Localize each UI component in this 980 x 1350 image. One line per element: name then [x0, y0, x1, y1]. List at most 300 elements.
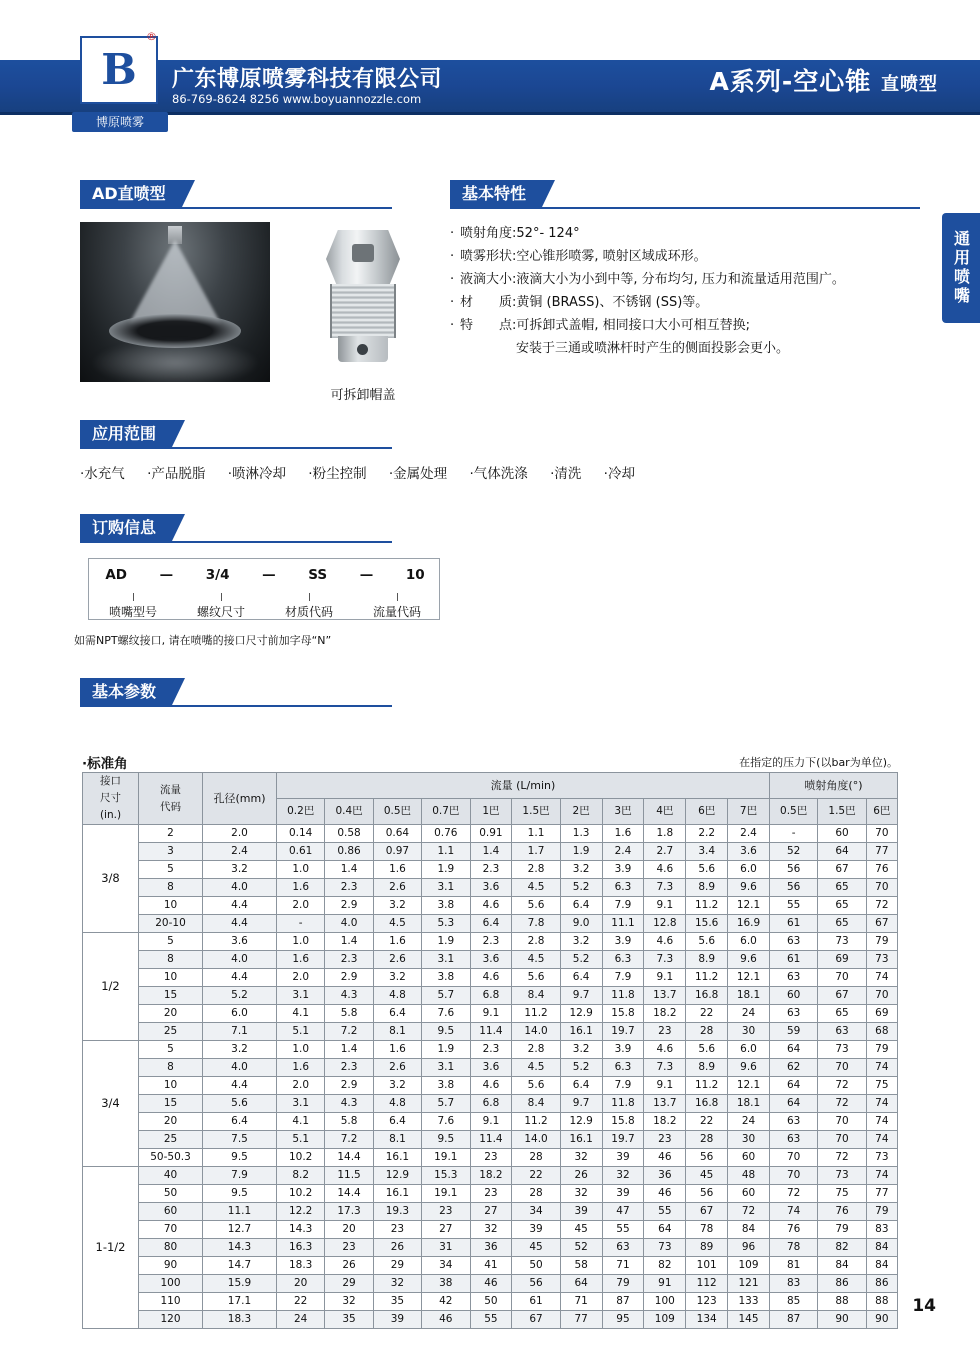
section-order-rule: [80, 541, 392, 543]
cell-flow-code: 10: [139, 1077, 203, 1095]
cell-flow-value: 16.1: [373, 1149, 421, 1167]
section-product-title: AD直喷型: [80, 180, 182, 207]
photo-caption: 可拆卸帽盖: [330, 388, 396, 403]
cell-flow-value: 7.9: [602, 969, 644, 987]
table-row: [83, 1131, 898, 1149]
cell-flow-value: 87: [602, 1293, 644, 1311]
cell-angle-value: 87: [769, 1311, 817, 1329]
photo-spray-cone: [129, 240, 221, 324]
cell-flow-value: 95: [602, 1311, 644, 1329]
cell-flow-value: 4.3: [325, 987, 373, 1005]
nozzle-hex-opening: [352, 244, 374, 262]
cell-angle-value: 60: [769, 987, 817, 1005]
spec-table-head: [83, 773, 898, 825]
cell-flow-code: 120: [139, 1311, 203, 1329]
cell-flow-value: 4.1: [277, 1005, 325, 1023]
feature-text: 黄铜 (BRASS)、不锈钢 (SS)等。: [516, 295, 709, 310]
cell-flow-value: 9.7: [560, 987, 602, 1005]
section-params-title: 基本参数: [80, 678, 172, 705]
table-row: [83, 1149, 898, 1167]
cell-flow-code: 3: [139, 843, 203, 861]
bullet-icon: ·: [450, 318, 455, 333]
section-application: [80, 420, 392, 447]
col-header-size-l2: 尺寸: [100, 792, 121, 804]
order-code-row: [89, 567, 441, 583]
cell-flow-value: 10.2: [277, 1185, 325, 1203]
cell-flow-value: 50: [470, 1293, 512, 1311]
col-header-pressure: 0.4巴: [325, 799, 373, 825]
table-row: [83, 1257, 898, 1275]
cell-flow-value: 71: [560, 1293, 602, 1311]
table-subtitle: ·标准角: [82, 756, 128, 772]
cell-flow-value: 1.9: [422, 1041, 470, 1059]
cell-bore: 4.4: [203, 969, 277, 987]
application-item: ·水充气: [80, 466, 125, 482]
cell-bore: 3.2: [203, 1041, 277, 1059]
cell-flow-value: 46: [422, 1311, 470, 1329]
cell-flow-value: 100: [644, 1293, 686, 1311]
col-header-flow: 流量 (L/min): [277, 773, 770, 799]
cell-flow-value: 11.2: [686, 969, 728, 987]
cell-bore: 4.4: [203, 915, 277, 933]
cell-flow-value: 6.0: [728, 933, 770, 951]
section-params: [80, 678, 392, 705]
cell-flow-value: 5.6: [512, 969, 560, 987]
cell-angle-value: -: [769, 825, 817, 843]
cell-flow-value: 23: [644, 1023, 686, 1041]
feature-text: 可拆卸式盖帽, 相同接口大小可相互替换;: [516, 318, 751, 333]
page-header: [0, 0, 980, 138]
cell-flow-value: 0.61: [277, 843, 325, 861]
order-label-row: [89, 595, 441, 620]
cell-angle-value: 79: [818, 1221, 866, 1239]
cell-flow-value: 22: [686, 1113, 728, 1131]
table-row: [83, 1077, 898, 1095]
cell-flow-code: 10: [139, 969, 203, 987]
cell-flow-value: 1.0: [277, 861, 325, 879]
cell-flow-value: 56: [686, 1185, 728, 1203]
cell-angle-value: 70: [818, 1113, 866, 1131]
cell-flow-value: 3.1: [277, 1095, 325, 1113]
table-row: [83, 969, 898, 987]
cell-angle-value: 61: [769, 915, 817, 933]
cell-flow-code: 100: [139, 1275, 203, 1293]
table-row: [83, 861, 898, 879]
cell-flow-value: 134: [686, 1311, 728, 1329]
cell-angle-value: 56: [769, 861, 817, 879]
spec-table: [82, 772, 898, 1329]
cell-flow-value: 6.3: [602, 1059, 644, 1077]
cell-flow-value: 84: [728, 1221, 770, 1239]
cell-flow-value: 24: [728, 1113, 770, 1131]
cell-flow-value: 61: [512, 1293, 560, 1311]
cell-flow-value: 12.9: [373, 1167, 421, 1185]
cell-flow-value: 36: [470, 1239, 512, 1257]
cell-flow-value: 1.8: [644, 825, 686, 843]
feature-text: 液滴大小为小到中等, 分布均匀, 压力和流量适用范围广。: [516, 272, 845, 287]
cell-flow-value: 4.6: [470, 897, 512, 915]
cell-flow-value: 7.3: [644, 879, 686, 897]
cell-flow-value: 23: [644, 1131, 686, 1149]
cell-flow-value: 2.6: [373, 879, 421, 897]
cell-flow-value: 2.0: [277, 897, 325, 915]
cell-flow-value: 1.1: [512, 825, 560, 843]
order-label-flow: 流量代码: [373, 595, 421, 620]
cell-flow-value: 8.9: [686, 879, 728, 897]
cell-flow-value: 71: [602, 1257, 644, 1275]
cell-flow-value: 16.8: [686, 987, 728, 1005]
cell-flow-value: 3.1: [422, 951, 470, 969]
cell-flow-value: 18.1: [728, 987, 770, 1005]
bullet-icon: ·: [450, 249, 455, 264]
cell-flow-value: 5.3: [422, 915, 470, 933]
cell-flow-value: 91: [644, 1275, 686, 1293]
cell-flow-value: 3.2: [560, 861, 602, 879]
cell-bore: 9.5: [203, 1149, 277, 1167]
cell-angle-value: 70: [769, 1149, 817, 1167]
cell-flow-value: 8.1: [373, 1131, 421, 1149]
cell-flow-value: 89: [686, 1239, 728, 1257]
cell-angle-value: 56: [769, 879, 817, 897]
table-row: [83, 897, 898, 915]
cell-flow-value: 1.9: [422, 933, 470, 951]
cell-flow-value: 9.1: [644, 1077, 686, 1095]
cell-flow-value: 77: [560, 1311, 602, 1329]
cell-flow-code: 20: [139, 1113, 203, 1131]
cell-flow-value: 0.76: [422, 825, 470, 843]
col-header-pressure: 0.7巴: [422, 799, 470, 825]
cell-flow-value: 20: [325, 1221, 373, 1239]
cell-angle-value: 74: [866, 1167, 897, 1185]
cell-flow-value: 5.6: [686, 933, 728, 951]
cell-flow-value: 2.9: [325, 1077, 373, 1095]
order-label-model: 喷嘴型号: [109, 595, 157, 620]
cell-flow-value: 10.2: [277, 1149, 325, 1167]
cell-flow-value: 1.0: [277, 933, 325, 951]
col-header-size-l1: 接口: [100, 775, 121, 787]
cell-size: 3/8: [83, 825, 139, 933]
cell-flow-value: 133: [728, 1293, 770, 1311]
cell-bore: 4.0: [203, 951, 277, 969]
cell-angle-value: 76: [818, 1203, 866, 1221]
cell-bore: 6.4: [203, 1113, 277, 1131]
application-item: ·气体洗涤: [469, 466, 528, 482]
cell-flow-value: 55: [602, 1221, 644, 1239]
cell-angle-value: 70: [818, 1131, 866, 1149]
order-code-dash: —: [159, 567, 174, 583]
cell-flow-value: 2.0: [277, 1077, 325, 1095]
cell-flow-value: 19.1: [422, 1185, 470, 1203]
cell-bore: 14.7: [203, 1257, 277, 1275]
cell-flow-value: 9.1: [644, 897, 686, 915]
feature-item: [450, 268, 920, 291]
table-row: [83, 1059, 898, 1077]
cell-flow-value: 1.3: [560, 825, 602, 843]
cell-angle-value: 73: [866, 1149, 897, 1167]
cell-flow-value: 26: [560, 1167, 602, 1185]
order-code-model: AD: [105, 567, 127, 583]
feature-colon: :: [512, 226, 517, 241]
cell-flow-value: 5.7: [422, 987, 470, 1005]
series-title: [710, 62, 938, 98]
cell-angle-value: 55: [769, 897, 817, 915]
cell-angle-value: 86: [866, 1275, 897, 1293]
cell-angle-value: 84: [818, 1257, 866, 1275]
cell-flow-value: 6.4: [560, 897, 602, 915]
cell-flow-value: 5.1: [277, 1023, 325, 1041]
cell-angle-value: 62: [769, 1059, 817, 1077]
cell-flow-value: 19.1: [422, 1149, 470, 1167]
section-features-rule: [450, 207, 920, 209]
cell-bore: 2.4: [203, 843, 277, 861]
cell-angle-value: 75: [866, 1077, 897, 1095]
col-header-pressure: 3巴: [602, 799, 644, 825]
cell-angle-value: 73: [866, 951, 897, 969]
cell-flow-value: 11.5: [325, 1167, 373, 1185]
cell-flow-value: 19.7: [602, 1023, 644, 1041]
table-row: [83, 933, 898, 951]
cell-flow-value: 5.1: [277, 1131, 325, 1149]
cell-flow-value: 14.3: [277, 1221, 325, 1239]
cell-angle-value: 70: [818, 1059, 866, 1077]
col-header-code-l2: 代码: [160, 800, 181, 813]
cell-flow-value: 5.6: [512, 1077, 560, 1095]
cell-angle-value: 79: [866, 1203, 897, 1221]
cell-flow-value: 7.6: [422, 1005, 470, 1023]
cell-flow-value: 45: [686, 1167, 728, 1185]
feature-colon: :: [512, 295, 517, 310]
cell-angle-value: 69: [818, 951, 866, 969]
col-header-angle-pressure: 6巴: [866, 799, 897, 825]
cell-flow-value: 29: [373, 1257, 421, 1275]
cell-flow-value: 1.6: [373, 1041, 421, 1059]
cell-flow-value: 6.0: [728, 861, 770, 879]
application-item: ·清洗: [550, 466, 582, 482]
feature-item: [450, 222, 920, 245]
cell-angle-value: 72: [818, 1149, 866, 1167]
cell-flow-value: 22: [277, 1293, 325, 1311]
cell-flow-value: 112: [686, 1275, 728, 1293]
cell-flow-value: 1.6: [277, 879, 325, 897]
cell-angle-value: 65: [818, 879, 866, 897]
feature-colon: :: [512, 249, 517, 264]
cell-flow-value: 1.6: [277, 951, 325, 969]
cell-flow-value: 3.2: [373, 969, 421, 987]
feature-label: 喷雾形状: [460, 249, 513, 264]
cell-flow-value: 3.2: [373, 897, 421, 915]
cell-flow-value: 3.6: [470, 951, 512, 969]
cell-angle-value: 59: [769, 1023, 817, 1041]
cell-flow-value: 27: [470, 1203, 512, 1221]
cell-flow-value: 36: [644, 1167, 686, 1185]
cell-flow-value: 28: [686, 1131, 728, 1149]
cell-flow-value: 0.86: [325, 843, 373, 861]
feature-item: [450, 245, 920, 268]
cell-flow-code: 60: [139, 1203, 203, 1221]
company-logo: [80, 36, 158, 104]
cell-flow-value: 14.4: [325, 1185, 373, 1203]
cell-flow-value: 11.2: [686, 897, 728, 915]
cell-flow-value: 2.3: [470, 1041, 512, 1059]
feature-item: [450, 291, 920, 314]
cell-flow-value: 16.3: [277, 1239, 325, 1257]
cell-flow-code: 15: [139, 987, 203, 1005]
cell-flow-value: 4.6: [470, 969, 512, 987]
feature-label: 材 质: [460, 295, 513, 310]
cell-angle-value: 70: [866, 987, 897, 1005]
cell-flow-value: 3.6: [470, 1059, 512, 1077]
cell-flow-value: 8.1: [373, 1023, 421, 1041]
cell-flow-value: 16.9: [728, 915, 770, 933]
cell-flow-value: 14.4: [325, 1149, 373, 1167]
col-header-pressure: 1巴: [470, 799, 512, 825]
cell-flow-value: 5.7: [422, 1095, 470, 1113]
cell-flow-value: 9.7: [560, 1095, 602, 1113]
cell-flow-value: 3.4: [686, 843, 728, 861]
cell-angle-value: 76: [769, 1221, 817, 1239]
section-order-title: 订购信息: [80, 514, 172, 541]
cell-flow-value: 9.1: [470, 1113, 512, 1131]
feature-item: [450, 314, 920, 337]
cell-flow-value: 12.8: [644, 915, 686, 933]
cell-flow-value: 23: [422, 1203, 470, 1221]
cell-flow-value: 8.4: [512, 987, 560, 1005]
cell-flow-value: 3.8: [422, 897, 470, 915]
feature-list: [450, 222, 920, 360]
cell-bore: 4.0: [203, 1059, 277, 1077]
side-tab-general-nozzle: [942, 213, 980, 323]
cell-flow-code: 20: [139, 1005, 203, 1023]
cell-flow-value: 41: [470, 1257, 512, 1275]
cell-flow-value: 1.6: [373, 933, 421, 951]
cell-flow-value: 7.3: [644, 1059, 686, 1077]
col-header-angle-pressure: 0.5巴: [769, 799, 817, 825]
cell-size: 1/2: [83, 933, 139, 1041]
cell-angle-value: 70: [818, 969, 866, 987]
cell-flow-value: 35: [373, 1293, 421, 1311]
cell-flow-value: 15.6: [686, 915, 728, 933]
application-item: ·喷淋冷却: [227, 466, 286, 482]
col-header-pressure: 7巴: [728, 799, 770, 825]
table-row: [83, 1167, 898, 1185]
cell-flow-code: 10: [139, 897, 203, 915]
cell-flow-code: 110: [139, 1293, 203, 1311]
cell-flow-value: 28: [512, 1149, 560, 1167]
cell-flow-value: 12.1: [728, 969, 770, 987]
cell-flow-value: 19.3: [373, 1203, 421, 1221]
cell-flow-value: 31: [422, 1239, 470, 1257]
cell-bore: 2.0: [203, 825, 277, 843]
cell-flow-value: 11.2: [512, 1005, 560, 1023]
cell-flow-value: 17.3: [325, 1203, 373, 1221]
cell-flow-code: 2: [139, 825, 203, 843]
cell-flow-value: 6.3: [602, 879, 644, 897]
cell-angle-value: 65: [818, 915, 866, 933]
cell-angle-value: 72: [866, 897, 897, 915]
spec-table-body: [83, 825, 898, 1329]
cell-flow-value: 2.9: [325, 897, 373, 915]
order-label-thread: 螺纹尺寸: [197, 595, 245, 620]
cell-angle-value: 73: [818, 1167, 866, 1185]
feature-text: 空心锥形喷雾, 喷射区域成环形。: [516, 249, 707, 264]
cell-flow-value: 4.5: [512, 951, 560, 969]
table-row: [83, 1221, 898, 1239]
cell-flow-value: 1.9: [422, 861, 470, 879]
col-header-code-l1: 流量: [160, 783, 181, 796]
order-label-material: 材质代码: [285, 595, 333, 620]
cell-flow-value: 52: [560, 1239, 602, 1257]
cell-angle-value: 65: [818, 897, 866, 915]
cell-flow-value: 45: [560, 1221, 602, 1239]
cell-bore: 11.1: [203, 1203, 277, 1221]
cell-flow-value: 16.8: [686, 1095, 728, 1113]
feature-label: 液滴大小: [460, 272, 513, 287]
feature-label: 喷射角度: [460, 226, 513, 241]
table-row: [83, 1311, 898, 1329]
cell-flow-value: 18.3: [277, 1257, 325, 1275]
cell-flow-value: 34: [422, 1257, 470, 1275]
cell-flow-value: 58: [560, 1257, 602, 1275]
cell-flow-value: 13.7: [644, 1095, 686, 1113]
cell-angle-value: 74: [866, 1095, 897, 1113]
company-contact: 86-769-8624 8256 www.boyuannozzle.com: [172, 92, 422, 106]
cell-flow-value: 50: [512, 1257, 560, 1275]
cell-flow-value: 6.3: [602, 951, 644, 969]
feature-label: 特 点: [460, 318, 513, 333]
cell-angle-value: 63: [769, 969, 817, 987]
cell-flow-value: 4.6: [644, 861, 686, 879]
cell-flow-value: 24: [728, 1005, 770, 1023]
cell-flow-value: 6.8: [470, 1095, 512, 1113]
cell-flow-value: 22: [686, 1005, 728, 1023]
cell-angle-value: 72: [818, 1095, 866, 1113]
cell-angle-value: 83: [769, 1275, 817, 1293]
cell-flow-code: 5: [139, 1041, 203, 1059]
cell-flow-value: 6.4: [560, 969, 602, 987]
table-row: [83, 879, 898, 897]
cell-angle-value: 64: [769, 1041, 817, 1059]
company-name: 广东博原喷雾科技有限公司: [172, 67, 443, 92]
cell-flow-value: 9.5: [422, 1131, 470, 1149]
cell-flow-value: 46: [470, 1275, 512, 1293]
cell-flow-value: 2.0: [277, 969, 325, 987]
table-row: [83, 915, 898, 933]
col-header-bore: 孔径(mm): [203, 773, 277, 825]
cell-flow-value: 101: [686, 1257, 728, 1275]
cell-flow-value: 2.4: [602, 843, 644, 861]
col-header-size: [83, 773, 139, 825]
cell-flow-value: 1.6: [277, 1059, 325, 1077]
cell-bore: 7.5: [203, 1131, 277, 1149]
nozzle-product-photo: [300, 222, 426, 382]
cell-angle-value: 83: [866, 1221, 897, 1239]
cell-flow-value: 2.6: [373, 951, 421, 969]
cell-flow-value: 26: [325, 1257, 373, 1275]
cell-flow-value: 64: [644, 1221, 686, 1239]
cell-size: 3/4: [83, 1041, 139, 1167]
cell-flow-value: 47: [602, 1203, 644, 1221]
section-product: [80, 180, 392, 207]
cell-flow-value: 3.2: [560, 1041, 602, 1059]
cell-flow-value: 79: [602, 1275, 644, 1293]
logo-caption: 博原喷雾: [72, 112, 168, 132]
cell-bore: 4.0: [203, 879, 277, 897]
cell-flow-value: 2.2: [686, 825, 728, 843]
cell-angle-value: 79: [866, 933, 897, 951]
cell-flow-value: 30: [728, 1131, 770, 1149]
cell-flow-value: 1.4: [325, 1041, 373, 1059]
cell-angle-value: 88: [818, 1293, 866, 1311]
